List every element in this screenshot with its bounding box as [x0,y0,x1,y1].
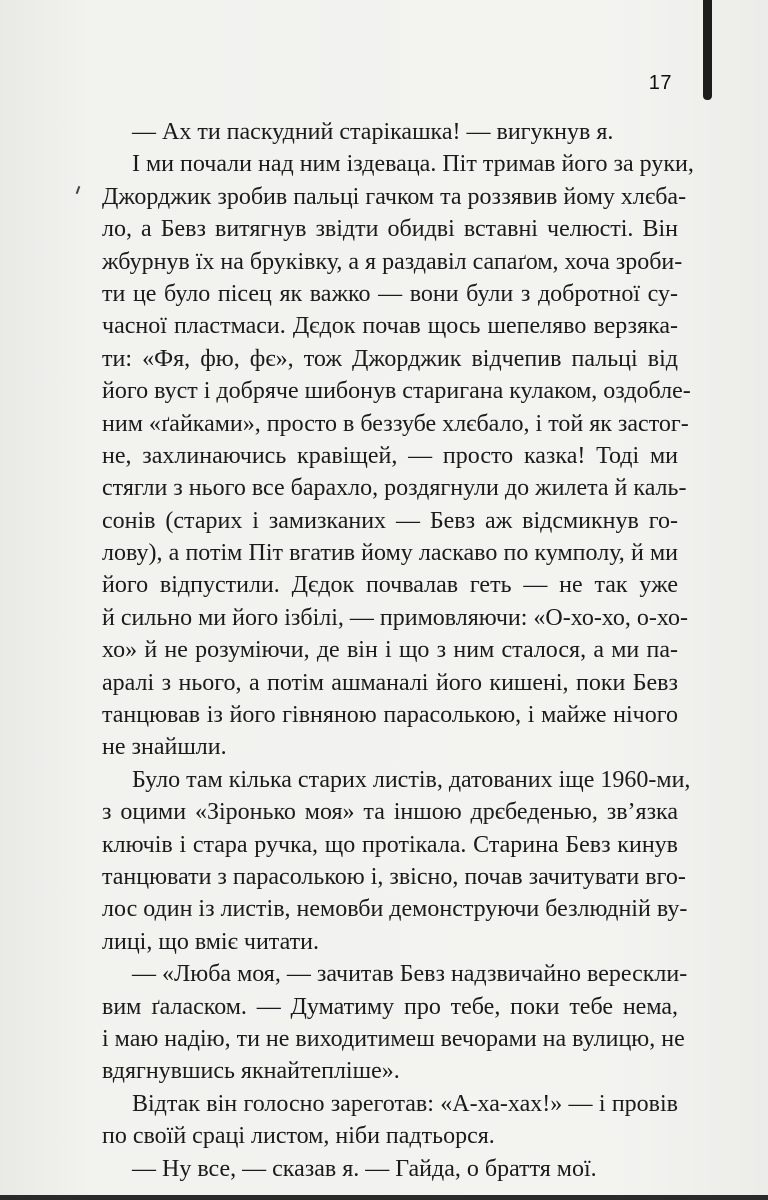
text-line: вдягнувшись якнайтепліше». [102,1058,400,1085]
text-line: Джорджик зробив пальці гачком та роззявив йому хлєба- [102,183,687,210]
text-line: не знайшли. [102,734,227,761]
margin-mark [76,186,81,194]
text-line: ти: «Фя, фю, фє», тож Джорджик відчепив пальці від [102,345,678,372]
paragraph [102,116,678,148]
text-line: — «Люба моя, — зачитав Бевз надзвичайно верескли- [132,961,688,988]
body-text [102,116,694,1185]
text-line: ло, а Бевз витягнув звідти обидві вставні челюсті. Він [102,216,678,243]
text-line: лову), а потім Піт вгатив йому ласкаво по кумполу, й ми [102,540,678,567]
text-line: його вуст і добряче шибонув старигана кулаком, оздобле- [102,378,691,405]
text-line: його відпустили. Дєдок почвалав геть — не так уже [102,572,678,599]
text-line: з оцими «Зіронько моя» та іншою дрєбеденью, зв’язка [102,799,678,826]
text-line: жбурнув їх на бруківку, а я раздавіл сапаґом, хоча зроби- [102,248,683,275]
page-number: 17 [648,72,672,94]
text-line: аралі з нього, а потім ашманалі його кишені, поки Бевз [102,669,678,696]
text-line: ключів і стара ручка, що протікала. Старина Бевз кинув [102,831,678,858]
text-line: і маю надію, ти не виходитимеш вечорами на вулицю, не [102,1025,685,1052]
text-line: ти це було пісец як важко — вони були з добротної су- [102,280,678,307]
text-line: й сильно ми його ізбілі, — примовляючи: «О-хо-хо, о-хо- [102,604,688,631]
text-line: танцювати з парасолькою і, звісно, почав зачитувати вго- [102,863,686,890]
page-edge-marker [703,0,712,100]
paragraph [102,148,694,763]
paragraph [102,1088,678,1153]
text-line: по своїй сраці листом, ніби падтьорся. [102,1123,495,1150]
text-line: стягли з нього все барахло, роздягнули до жилета й каль- [102,475,687,502]
text-line: сонів (старих і замизканих — Бевз аж відсмикнув го- [102,507,678,534]
paragraph [102,764,691,958]
text-line: лос один із листів, немовби демонструючи безлюдній ву- [102,896,688,923]
text-line: І ми почали над ним іздеваца. Піт тримав його за руки, [132,151,694,178]
text-line: часної пластмаси. Дєдок почав щось шепеляво верзяка- [102,313,678,340]
text-line: — Ну все, — сказав я. — Гайда, о браття мої. [132,1155,597,1182]
text-line: хо» й не розуміючи, де він і що з ним сталося, а ми па- [102,637,678,664]
paragraph [102,1153,678,1185]
paragraph [102,958,688,1088]
text-line: вим ґаласком. — Думатиму про тебе, поки тебе нема, [102,993,678,1020]
text-line: Відтак він голосно зареготав: «А-ха-хах!» — і провів [132,1090,678,1117]
text-line: ним «ґайками», просто в беззубе хлєбало, і той як застог- [102,410,689,437]
text-line: — Ах ти паскудний старікашка! — вигукнув я. [132,119,614,145]
text-line: лиці, що вміє читати. [102,928,319,955]
text-line: Було там кілька старих листів, датованих іще 1960-ми, [132,766,691,793]
text-line: не, захлинаючись кравіщей, — просто казка! Тоді ми [102,442,678,469]
page-bottom-edge [0,1195,768,1200]
text-line: танцював із його гівняною парасолькою, і майже нічого [102,702,678,729]
